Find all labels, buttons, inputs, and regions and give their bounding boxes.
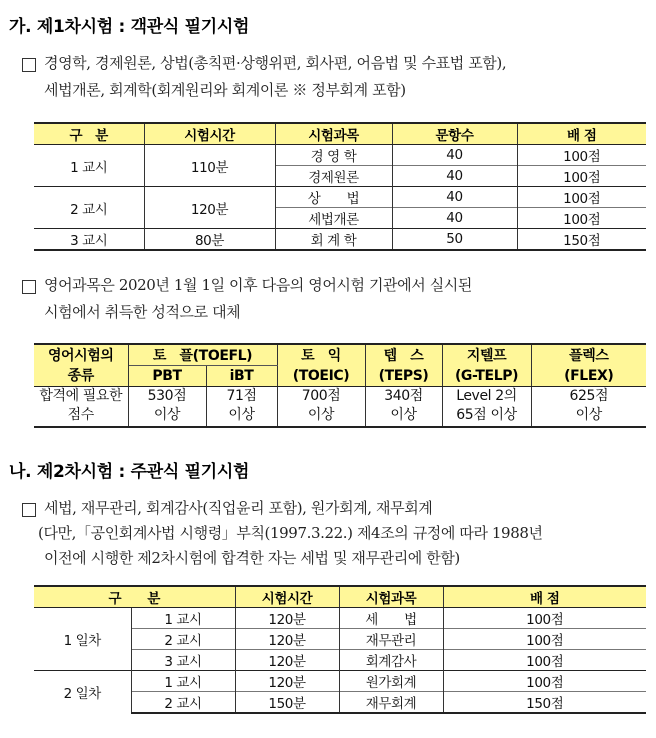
subject-cell: 세 법 <box>339 608 443 629</box>
col-header-time: 시험시간 <box>235 586 339 608</box>
col-header-ibt: iBT <box>206 366 277 387</box>
score-line2: 65점 이상 <box>456 407 517 424</box>
section2-note-line2: 이전에 시행한 제2차시험에 합격한 자는 세법 및 재무관리에 한함) <box>44 549 460 567</box>
table-row <box>34 145 646 166</box>
section1-subjects-line2: 세법개론, 회계학(회계원리와 회계이론 ※ 정부회계 포함) <box>44 81 406 99</box>
score-cell: 100점 <box>517 187 646 208</box>
col-header-pbt: PBT <box>128 366 206 387</box>
count-cell: 40 <box>392 166 517 187</box>
col-header-toeic-1: 토 익 <box>277 344 365 366</box>
col-header-gtelp-1: 지텔프 <box>442 344 531 366</box>
col-header-subject: 시험과목 <box>275 123 392 145</box>
score-line2: 이상 <box>390 407 417 424</box>
col-header-subject: 시험과목 <box>339 586 443 608</box>
period-cell: 1 교시 <box>34 145 144 187</box>
score-line1: 530점 <box>147 388 187 405</box>
score-teps <box>365 387 442 427</box>
period-cell: 2 교시 <box>131 692 235 714</box>
score-line1: 625점 <box>569 388 609 405</box>
score-cell: 150점 <box>443 692 646 714</box>
score-line1: 340점 <box>384 388 423 405</box>
row-label-line2: 점수 <box>67 407 94 424</box>
count-cell: 40 <box>392 145 517 166</box>
col-header-category: 구 분 <box>34 123 144 145</box>
time-cell: 80분 <box>144 229 275 251</box>
col-header-toeic-2: (TOEIC) <box>277 366 365 387</box>
header-label-line2: 종류 <box>67 367 94 384</box>
time-cell: 120분 <box>235 650 339 671</box>
english-line1: 영어과목은 2020년 1월 1일 이후 다음의 영어시험 기관에서 실시된 <box>44 276 472 294</box>
score-line1: 700점 <box>301 388 341 405</box>
col-header-score: 배 점 <box>443 586 646 608</box>
subject-cell: 원가회계 <box>339 671 443 692</box>
row-label <box>34 387 128 427</box>
col-header-category: 구 분 <box>34 586 235 608</box>
first-exam-table <box>34 122 646 251</box>
subject-cell: 세법개론 <box>275 208 392 229</box>
section1-heading: 가. 제1차시험 : 객관식 필기시험 <box>9 17 250 37</box>
time-cell: 110분 <box>144 145 275 187</box>
col-header-score: 배 점 <box>517 123 646 145</box>
section2-heading: 나. 제2차시험 : 주관식 필기시험 <box>9 462 250 482</box>
score-cell: 100점 <box>443 671 646 692</box>
subject-cell: 회 계 학 <box>275 229 392 251</box>
time-cell: 150분 <box>235 692 339 714</box>
time-cell: 120분 <box>235 608 339 629</box>
second-exam-table <box>34 585 646 714</box>
time-cell: 120분 <box>235 629 339 650</box>
day-cell: 1 일차 <box>34 608 131 671</box>
subject-cell: 경제원론 <box>275 166 392 187</box>
count-cell: 40 <box>392 208 517 229</box>
col-header-count: 문항수 <box>392 123 517 145</box>
score-line2: 이상 <box>228 407 255 424</box>
subject-cell: 재무회계 <box>339 692 443 714</box>
time-cell: 120분 <box>144 187 275 229</box>
score-pbt <box>128 387 206 427</box>
section2-subjects: 세법, 재무관리, 회계감사(직업윤리 포함), 원가회계, 재무회계 <box>44 499 433 517</box>
period-cell: 2 교시 <box>131 629 235 650</box>
col-header-flex-1: 플렉스 <box>531 344 646 366</box>
period-cell: 1 교시 <box>131 671 235 692</box>
table-row <box>34 187 646 208</box>
score-line1: Level 2의 <box>456 388 517 405</box>
period-cell: 3 교시 <box>34 229 144 251</box>
square-bullet-icon <box>22 58 36 72</box>
score-cell: 100점 <box>517 208 646 229</box>
score-cell: 100점 <box>443 608 646 629</box>
score-line1: 71점 <box>226 388 257 405</box>
score-cell: 100점 <box>443 629 646 650</box>
period-cell: 3 교시 <box>131 650 235 671</box>
col-header-time: 시험시간 <box>144 123 275 145</box>
score-toeic <box>277 387 365 427</box>
table-row <box>34 671 646 692</box>
score-cell: 100점 <box>517 166 646 187</box>
time-cell: 120분 <box>235 671 339 692</box>
score-cell: 100점 <box>517 145 646 166</box>
col-header-toefl: 토 플(TOEFL) <box>128 344 277 366</box>
score-ibt <box>206 387 277 427</box>
english-test-table <box>34 343 646 428</box>
period-cell: 1 교시 <box>131 608 235 629</box>
subject-cell: 경 영 학 <box>275 145 392 166</box>
square-bullet-icon <box>22 280 36 294</box>
section2-note-line1: (다만,「공인회계사법 시행령」부칙(1997.3.22.) 제4조의 규정에 따라 1988년 <box>38 524 543 542</box>
day-cell: 2 일차 <box>34 671 131 714</box>
subject-cell: 상 법 <box>275 187 392 208</box>
col-header-gtelp-2: (G-TELP) <box>442 366 531 387</box>
score-gtelp <box>442 387 531 427</box>
score-flex <box>531 387 646 427</box>
score-line2: 이상 <box>153 407 181 424</box>
table-row <box>34 387 646 427</box>
col-header-teps-2: (TEPS) <box>365 366 442 387</box>
score-line2: 이상 <box>575 407 602 424</box>
subject-cell: 회계감사 <box>339 650 443 671</box>
score-cell: 150점 <box>517 229 646 251</box>
period-cell: 2 교시 <box>34 187 144 229</box>
subject-cell: 재무관리 <box>339 629 443 650</box>
table-row <box>34 608 646 629</box>
section1-subjects-line1: 경영학, 경제원론, 상법(총칙편·상행위편, 회사편, 어음법 및 수표법 포함), <box>44 54 507 72</box>
col-header-test-type <box>34 344 128 387</box>
col-header-flex-2: (FLEX) <box>531 366 646 387</box>
count-cell: 40 <box>392 187 517 208</box>
header-label-line1: 영어시험의 <box>47 347 114 364</box>
score-line2: 이상 <box>307 407 335 424</box>
col-header-teps-1: 텝 스 <box>365 344 442 366</box>
square-bullet-icon <box>22 503 36 517</box>
count-cell: 50 <box>392 229 517 251</box>
score-cell: 100점 <box>443 650 646 671</box>
row-label-line1: 합격에 필요한 <box>39 388 123 405</box>
english-line2: 시험에서 취득한 성적으로 대체 <box>44 303 241 321</box>
table-row <box>34 229 646 251</box>
